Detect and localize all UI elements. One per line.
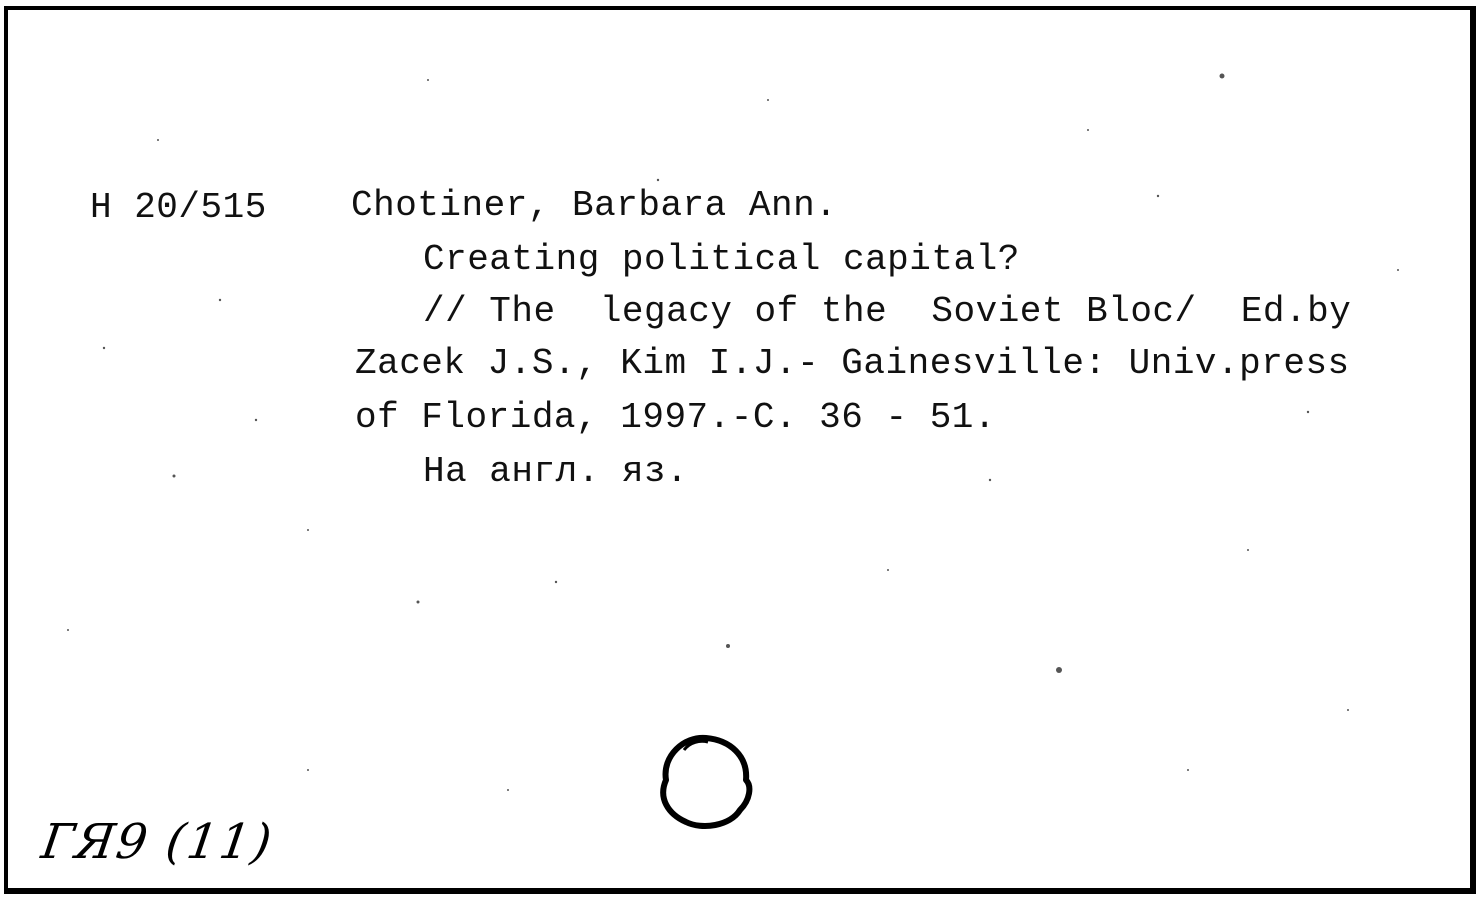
author: Chotiner, Barbara Ann. — [351, 185, 838, 226]
title: Creating political capital? — [423, 239, 1020, 280]
handwritten-shelf-mark: ГЯ9 (11) — [38, 814, 277, 870]
language-note: На англ. яз. — [423, 451, 689, 492]
source-line-3: of Florida, 1997.-C. 36 - 51. — [355, 397, 997, 438]
source-line-2: Zacek J.S., Kim I.J.- Gainesville: Univ.press — [355, 343, 1350, 384]
catalog-card — [4, 6, 1476, 894]
call-number: H 20/515 — [90, 187, 267, 228]
source-line-1: // The legacy of the Soviet Bloc/ Ed.by — [423, 291, 1352, 332]
punch-hole-icon — [648, 730, 758, 834]
